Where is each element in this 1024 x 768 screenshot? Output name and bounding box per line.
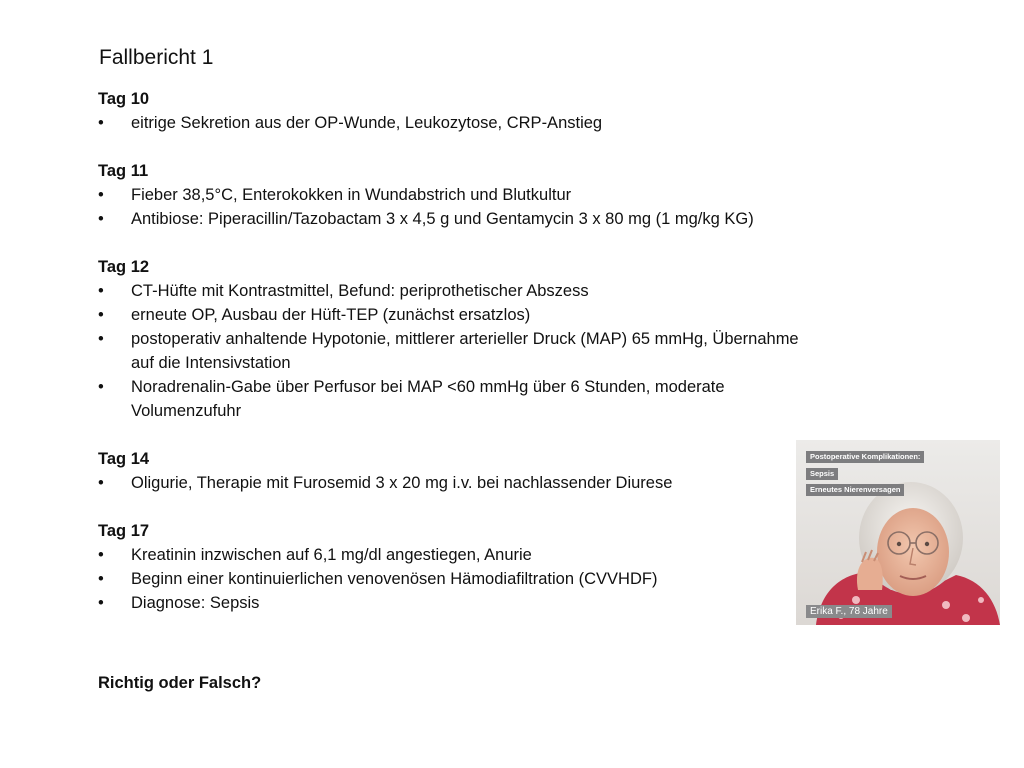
list-item-text: erneute OP, Ausbau der Hüft-TEP (zunächst ersatzlos) [131, 306, 531, 324]
case-timeline [98, 87, 818, 639]
slide-title: Fallbericht 1 [99, 46, 214, 69]
list-item-text: Antibiose: Piperacillin/Tazobactam 3 x 4,5 g und Gentamycin 3 x 80 mg (1 mg/kg KG) [131, 210, 754, 228]
list-item [98, 327, 818, 375]
list-item [98, 567, 818, 591]
list-item [98, 375, 818, 423]
list-item-text: CT-Hüfte mit Kontrastmittel, Befund: periprothetischer Abszess [131, 282, 589, 300]
photo-caption: Erika F., 78 Jahre [806, 605, 892, 618]
list-item-text: postoperativ anhaltende Hypotonie, mittlerer arterieller Druck (MAP) 65 mmHg, Übernahme auf die Intensivstation [131, 330, 799, 372]
list-item [98, 111, 818, 135]
bullet-icon: • [98, 474, 104, 492]
list-item-text: Noradrenalin-Gabe über Perfusor bei MAP <60 mmHg über 6 Stunden, moderate Volumenzufuhr [131, 378, 725, 420]
list-item [98, 591, 818, 615]
photo-tag: Erneutes Nierenversagen [806, 484, 904, 496]
section-heading: Tag 12 [98, 258, 150, 276]
patient-photo [796, 440, 1000, 625]
section-heading: Tag 11 [98, 162, 149, 180]
section-tag-10 [98, 87, 818, 135]
list-item [98, 543, 818, 567]
list-item-text: eitrige Sekretion aus der OP-Wunde, Leukozytose, CRP-Anstieg [131, 114, 603, 132]
bullet-icon: • [98, 186, 104, 204]
bullet-icon: • [98, 114, 104, 132]
bullet-icon: • [98, 210, 104, 228]
bullet-list [98, 183, 818, 231]
bullet-icon: • [98, 570, 104, 588]
photo-tag: Sepsis [806, 468, 838, 480]
section-tag-12 [98, 255, 818, 423]
list-item [98, 183, 818, 207]
list-item [98, 279, 818, 303]
list-item [98, 471, 818, 495]
bullet-list [98, 543, 818, 615]
section-tag-17 [98, 519, 818, 615]
bullet-icon: • [98, 594, 104, 612]
bullet-list [98, 279, 818, 423]
list-item-text: Diagnose: Sepsis [131, 594, 260, 612]
section-tag-14 [98, 447, 818, 495]
question-prompt: Richtig oder Falsch? [98, 674, 262, 692]
list-item-text: Kreatinin inzwischen auf 6,1 mg/dl angestiegen, Anurie [131, 546, 532, 564]
list-item-text: Beginn einer kontinuierlichen venovenösen Hämodiafiltration (CVVHDF) [131, 570, 658, 588]
list-item [98, 207, 818, 231]
section-tag-11 [98, 159, 818, 231]
bullet-list [98, 471, 818, 495]
list-item-text: Oligurie, Therapie mit Furosemid 3 x 20 mg i.v. bei nachlassender Diurese [131, 474, 673, 492]
bullet-icon: • [98, 282, 104, 300]
bullet-icon: • [98, 378, 104, 396]
bullet-list [98, 111, 818, 135]
section-heading: Tag 10 [98, 90, 150, 108]
section-heading: Tag 17 [98, 522, 150, 540]
list-item-text: Fieber 38,5°C, Enterokokken in Wundabstrich und Blutkultur [131, 186, 572, 204]
bullet-icon: • [98, 546, 104, 564]
section-heading: Tag 14 [98, 450, 150, 468]
bullet-icon: • [98, 330, 104, 348]
photo-tag: Postoperative Komplikationen: [806, 451, 924, 463]
list-item [98, 303, 818, 327]
bullet-icon: • [98, 306, 104, 324]
